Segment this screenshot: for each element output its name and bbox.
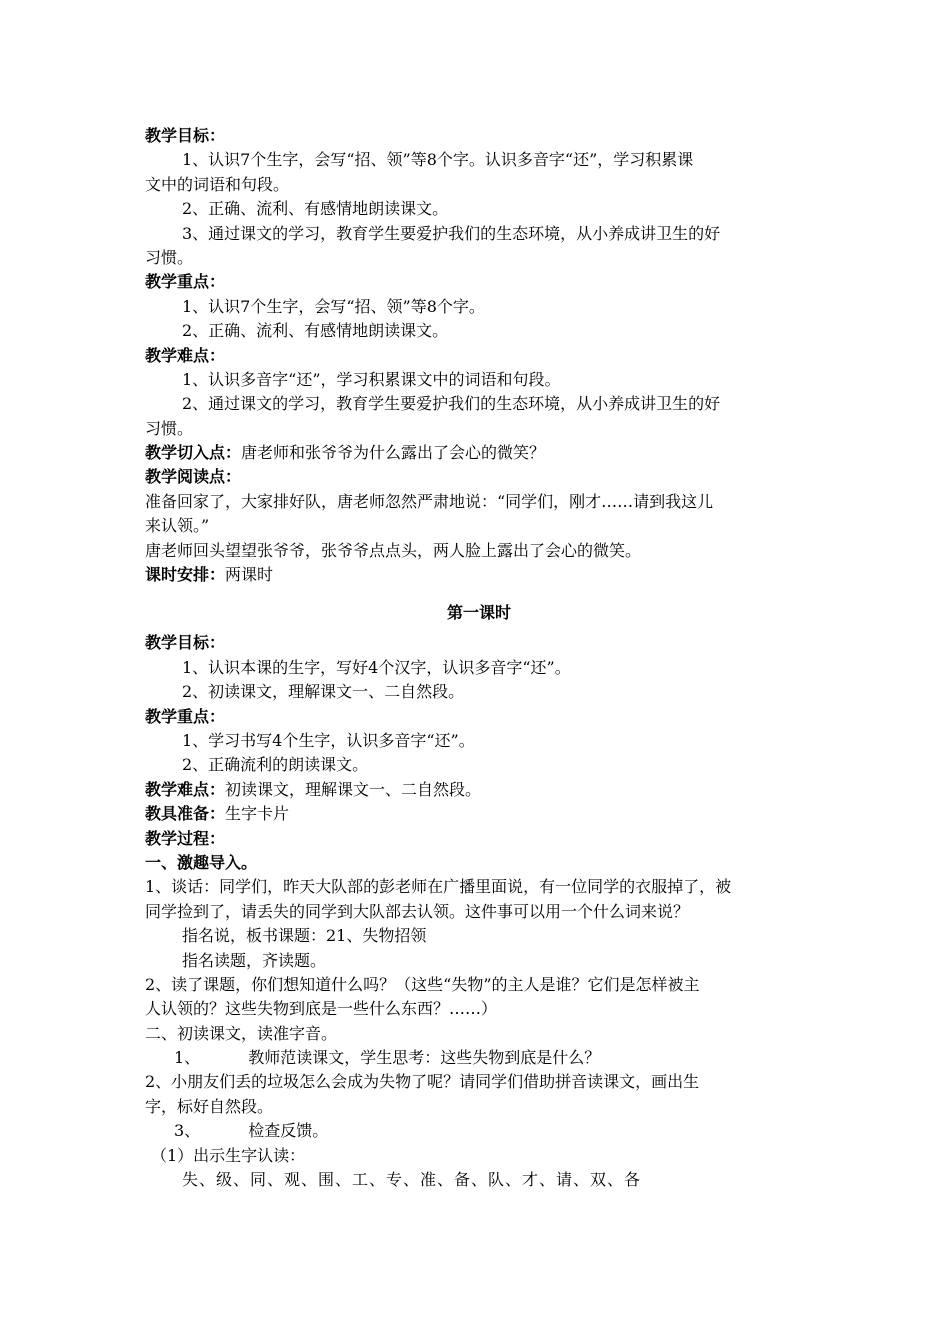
step-3-text: 检查反馈。 xyxy=(248,1121,329,1141)
key-point-2: 2、正确、流利、有感情地朗读课文。 xyxy=(182,321,449,341)
process-heading: 教学过程： xyxy=(145,828,226,848)
talk-line-2: 同学捡到了，请丢失的同学到大队部去认领。这件事可以用一个什么词来说？ xyxy=(145,901,690,921)
lesson-title: 第一课时 xyxy=(446,603,511,623)
section-1-heading: 一、激趣导入。 xyxy=(145,852,258,872)
schedule-label: 课时安排： xyxy=(145,565,226,585)
reading-line-1: 准备回家了，大家排好队，唐老师忽然严肃地说：“同学们，刚才……请到我这儿 xyxy=(145,491,714,511)
goal-3-line-1: 3、通过课文的学习，教育学生要爱护我们的生态环境，从小养成讲卫生的好 xyxy=(182,223,721,243)
talk-line-1: 1、谈话：同学们，昨天大队部的彭老师在广播里面说，有一位同学的衣服掉了，被 xyxy=(145,877,732,897)
schedule-text: 两课时 xyxy=(225,565,274,585)
goal-1-line-1: 1、认识7个生字，会写“招、领”等8个字。认识多音字“还”，学习积累课 xyxy=(182,150,694,170)
lesson-key-2: 2、正确流利的朗读课文。 xyxy=(182,755,369,775)
lesson-tools-label: 教具准备： xyxy=(145,804,226,824)
step-1-number: 1、 xyxy=(174,1048,201,1068)
lesson-difficulty-text: 初读课文，理解课文一、二自然段。 xyxy=(225,779,482,799)
lesson-goals-heading: 教学目标： xyxy=(145,633,226,653)
entry-point-text: 唐老师和张爷爷为什么露出了会心的微笑？ xyxy=(241,443,546,463)
lesson-difficulty-label: 教学难点： xyxy=(145,779,226,799)
step-3-number: 3、 xyxy=(174,1121,201,1141)
reading-line-2: 来认领。” xyxy=(145,516,210,536)
lesson-difficulty xyxy=(145,778,813,802)
lesson-goal-2: 2、初读课文，理解课文一、二自然段。 xyxy=(182,682,465,702)
entry-point xyxy=(145,441,813,465)
lesson-tools-text: 生字卡片 xyxy=(225,804,290,824)
character-list: 失、级、同、观、围、工、专、准、备、队、才、请、双、各 xyxy=(182,1170,642,1190)
sub-step-1: （1）出示生字认读： xyxy=(151,1145,306,1165)
step-1 xyxy=(145,1046,813,1070)
lesson-key-heading: 教学重点： xyxy=(145,706,226,726)
step-3 xyxy=(145,1119,813,1143)
lesson-key-1: 1、学习书写4个生字，认识多音字“还”。 xyxy=(182,730,475,750)
goal-3-line-2: 习惯。 xyxy=(145,247,194,267)
reading-points-heading: 教学阅读点： xyxy=(145,467,242,487)
board-title: 指名说，板书课题：21、失物招领 xyxy=(182,926,427,946)
question-line-2: 人认领的？这些失物到底是一些什么东西？……） xyxy=(145,999,498,1019)
goal-2: 2、正确、流利、有感情地朗读课文。 xyxy=(182,199,449,219)
difficulty-2-line-1: 2、通过课文的学习，教育学生要爱护我们的生态环境，从小养成讲卫生的好 xyxy=(182,394,721,414)
goals-heading: 教学目标： xyxy=(145,126,226,145)
question-line-1: 2、读了课题，你们想知道什么吗？（这些“失物”的主人是谁？它们是怎样被主 xyxy=(145,974,700,994)
difficulties-heading: 教学难点： xyxy=(145,345,226,365)
goal-1-line-2: 文中的词语和句段。 xyxy=(145,174,290,194)
document-page xyxy=(145,124,813,1192)
step-2-line-1: 2、小朋友们丢的垃圾怎么会成为失物了呢？请同学们借助拼音读课文，画出生 xyxy=(145,1072,700,1092)
reading-line-3: 唐老师回头望望张爷爷，张爷爷点点头，两人脸上露出了会心的微笑。 xyxy=(145,540,642,560)
schedule xyxy=(145,563,813,587)
key-points-heading: 教学重点： xyxy=(145,272,226,292)
lesson-goal-1: 1、认识本课的生字，写好4个汉字，认识多音字“还”。 xyxy=(182,657,571,677)
difficulty-2-line-2: 习惯。 xyxy=(145,418,194,438)
entry-point-label: 教学切入点： xyxy=(145,443,242,463)
difficulty-1: 1、认识多音字“还”，学习积累课文中的词语和句段。 xyxy=(182,369,561,389)
read-title: 指名读题，齐读题。 xyxy=(182,950,327,970)
lesson-tools xyxy=(145,802,813,826)
key-point-1: 1、认识7个生字，会写“招、领”等8个字。 xyxy=(182,296,485,316)
step-2-line-2: 字，标好自然段。 xyxy=(145,1096,274,1116)
section-2-heading: 二、初读课文，读准字音。 xyxy=(145,1023,338,1043)
step-1-text: 教师范读课文，学生思考：这些失物到底是什么？ xyxy=(248,1048,601,1068)
